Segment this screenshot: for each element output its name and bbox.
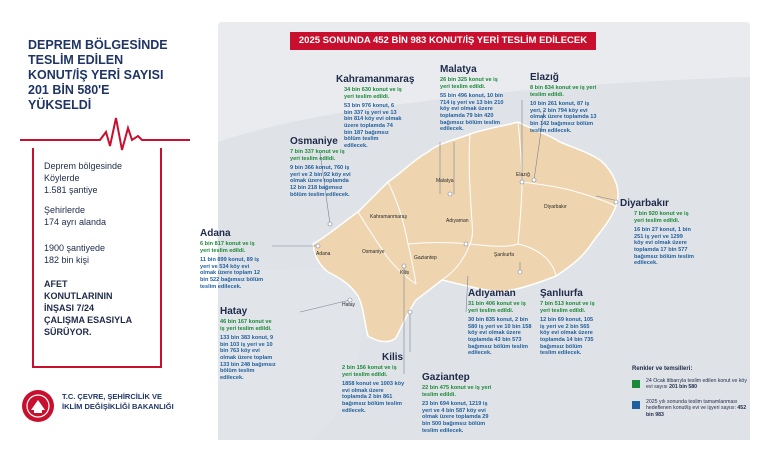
map-label-hatay: Hatay (342, 302, 356, 308)
afet-line: SÜRÜYOR. (44, 327, 92, 337)
map-label-adana: Adana (316, 251, 331, 257)
target-text: 133 bin 383 konut, 9 bin 103 iş yeri ve 10 bin 763 köy evi olmak üzere toplam 133 bin 248 bağımsız bölüm teslim edilecek. (220, 335, 276, 381)
map-label-kahramanmaras: Kahramanmaraş (370, 214, 407, 220)
legend-delivered-text: 24 Ocak itibarıyla teslim edilen konut ve köy evi sayısı (646, 378, 747, 391)
delivered-text: 7 bin 920 konut ve iş yeri teslim edildi. (634, 211, 689, 224)
ministry-name-line1: T.C. ÇEVRE, ŞEHİRCİLİK VE (62, 392, 163, 401)
villages-value: 1.581 şantiye (44, 185, 98, 195)
target-text: 30 bin 835 konut, 2 bin 580 iş yeri ve 10 bin 158 köy evi olmak üzere toplamda 43 bin 573 bağımsız bölüm teslim edilecek. (468, 317, 532, 357)
legend-title: Renkler ve temsilleri: (632, 366, 693, 372)
region-name: Adıyaman (468, 288, 516, 299)
info-box (32, 148, 162, 368)
delivered-text: 22 bin 475 konut ve iş yeri teslim edildi. (422, 385, 492, 398)
region-hatay (220, 306, 290, 381)
delivered-text: 26 bin 325 konut ve iş yeri teslim edildi. (440, 77, 498, 90)
region-osmaniye (290, 136, 360, 198)
legend-item-delivered (632, 378, 748, 391)
region-name: Adana (200, 228, 231, 239)
delivered-text: 7 bin 337 konut ve iş yeri teslim edildi. (290, 149, 345, 162)
region-gaziantep (422, 372, 498, 434)
map-label-gaziantep: Gaziantep (414, 255, 437, 261)
legend (632, 366, 748, 426)
afet-line: KONUTLARININ (44, 291, 113, 301)
region-name: Diyarbakır (620, 198, 669, 209)
sites-label: 1900 şantiyede (44, 243, 106, 253)
afet-line: ÇALIŞMA ESASIYLA (44, 315, 133, 325)
delivered-text: 2 bin 156 konut ve iş yeri teslim edildi. (342, 365, 397, 378)
region-name: Elazığ (530, 72, 559, 83)
target-text: 23 bin 694 konut, 1219 iş yeri ve 4 bin 587 köy evi olmak üzere toplamda 29 bin 500 bağımsız bölüm teslim edilecek. (422, 401, 489, 434)
workers-value: 182 bin kişi (44, 255, 90, 265)
ministry-logo (20, 388, 200, 424)
region-name: Kahramanmaraş (336, 74, 415, 85)
map-panel (200, 22, 750, 440)
heartbeat-line-icon (20, 112, 190, 152)
region-name: Malatya (440, 64, 477, 75)
target-text: 1858 konut ve 1003 köy evi olmak üzere toplamda 2 bin 861 bağımsız bölüm teslim edilecek. (342, 381, 405, 414)
target-text: 55 bin 496 konut, 10 bin 714 iş yeri ve 13 bin 210 köy evi olmak üzere toplamda 79 bin 420 bağımsız bölüm teslim edilecek. (440, 93, 504, 133)
map-label-kilis: Kilis (400, 270, 410, 276)
target-text: 11 bin 899 konut, 89 iş yeri ve 534 köy evi olmak üzere toplam 12 bin 522 bağımsız bölüm teslim edilecek. (200, 257, 264, 290)
region-malatya (440, 64, 524, 133)
legend-target-value: 452 bin 983 (646, 405, 747, 418)
region-name: Osmaniye (290, 136, 338, 147)
region-elazig (530, 72, 612, 134)
region-sanliurfa (540, 288, 602, 357)
legend-delivered-value: 201 bin 580 (669, 384, 698, 391)
cities-label: Şehirlerde (44, 205, 86, 215)
headline-banner: 2025 SONUNDA 452 BİN 983 KONUT/İŞ YERİ TESLİM EDİLECEK (290, 32, 596, 50)
headline-line: TESLİM EDİLEN (28, 53, 124, 67)
region-kilis (342, 352, 416, 414)
delivered-text: 6 bin 817 konut ve iş yeri teslim edildi. (200, 241, 255, 254)
map-label-elazig: Elazığ (516, 172, 530, 178)
region-adiyaman (468, 288, 540, 357)
region-adana (200, 228, 274, 290)
target-text: 53 bin 976 konut, 6 bin 337 iş yeri ve 13 bin 814 köy evi olmak üzere toplamda 74 bin 187 bağımsız bölüm teslim edilecek. (344, 103, 402, 149)
afet-line: AFET (44, 279, 68, 289)
afet-line: İNŞASI 7/24 (44, 303, 95, 313)
villages-label: Deprem bölgesinde (44, 161, 123, 171)
ministry-name-line2: İKLİM DEĞİŞİKLİĞİ BAKANLIĞI (62, 402, 174, 411)
blue-swatch-icon (632, 401, 640, 409)
target-text: 9 bin 366 konut, 760 iş yeri ve 2 bin 92 köy evi olmak üzere toplamda 12 bin 218 bağımsız bölüm teslim edilecek. (290, 165, 351, 198)
map-label-sanliurfa: Şanlıurfa (494, 252, 515, 258)
region-name: Kilis (382, 352, 404, 363)
cities-value: 174 ayrı alanda (44, 217, 107, 227)
region-name: Şanlıurfa (540, 288, 583, 299)
legend-target-text: 2025 yılı sonunda teslim tamamlanması hedeflenen konut/iş evi ve işyeri sayısı: (646, 398, 738, 412)
delivered-text: 34 bin 630 konut ve iş yeri teslim edildi. (344, 87, 402, 100)
headline-line: 201 BİN 580'E (28, 83, 110, 97)
map-label-malatya: Malatya (436, 178, 454, 184)
headline-line: DEPREM BÖLGESİNDE (28, 38, 168, 52)
headline-line: KONUT/İŞ YERİ SAYISI (28, 68, 164, 82)
villages-label-2: Köylerde (44, 173, 80, 183)
map-label-osmaniye: Osmaniye (362, 249, 385, 255)
headline (28, 38, 208, 113)
delivered-text: 8 bin 834 konut ve iş yeri teslim edildi. (530, 85, 597, 98)
green-swatch-icon (632, 380, 640, 388)
target-text: 10 bin 261 konut, 87 iş yeri, 2 bin 794 köy evi olmak üzere toplamda 13 bin 142 bağımsız bölüm teslim edilecek. (530, 101, 597, 134)
delivered-text: 46 bin 167 konut ve iş yeri teslim edildi. (220, 319, 272, 332)
target-text: 12 bin 69 konut, 105 iş yeri ve 2 bin 565 köy evi olmak üzere toplamda 14 bin 735 bağımsız bölüm teslim edilecek. (540, 317, 594, 357)
region-name: Hatay (220, 306, 248, 317)
ministry-seal-icon (20, 388, 56, 424)
map-label-adiyaman: Adıyaman (446, 218, 469, 224)
region-name: Gaziantep (422, 372, 470, 383)
region-diyarbakir (620, 198, 696, 267)
legend-item-target (632, 399, 748, 418)
delivered-text: 7 bin 513 konut ve iş yeri teslim edildi. (540, 301, 595, 314)
target-text: 16 bin 27 konut, 1 bin 251 iş yeri ve 1299 köy evi olmak üzere toplamda 17 bin 577 bağımsız bölüm teslim edilecek. (634, 227, 694, 267)
headline-line: YÜKSELDİ (28, 98, 92, 112)
delivered-text: 31 bin 406 konut ve iş yeri teslim edildi. (468, 301, 526, 314)
map-label-diyarbakir: Diyarbakır (544, 204, 567, 210)
